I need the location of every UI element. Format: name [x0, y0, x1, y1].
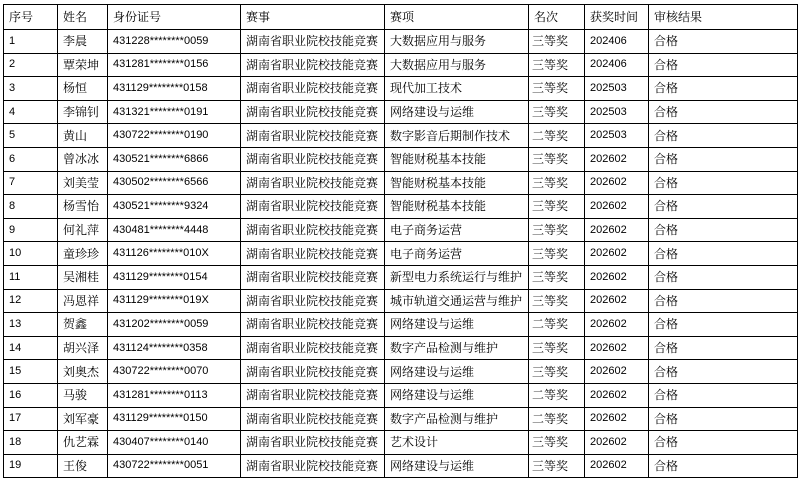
review-result-cell: 合格 [649, 30, 798, 54]
id-number-cell: 430722********0190 [108, 124, 241, 148]
award-time-cell: 202602 [585, 289, 649, 313]
review-result-cell: 合格 [649, 360, 798, 384]
rank-cell: 三等奖 [529, 431, 585, 455]
competition-cell: 湖南省职业院校技能竞赛 [241, 100, 385, 124]
table-row [4, 195, 798, 219]
review-result-cell: 合格 [649, 53, 798, 77]
name-cell: 刘美莹 [58, 171, 108, 195]
competition-cell: 湖南省职业院校技能竞赛 [241, 124, 385, 148]
competition-cell: 湖南省职业院校技能竞赛 [241, 383, 385, 407]
review-result-cell: 合格 [649, 100, 798, 124]
id-number-cell: 430407********0140 [108, 431, 241, 455]
table-row [4, 336, 798, 360]
index-cell: 9 [4, 218, 58, 242]
rank-cell: 三等奖 [529, 100, 585, 124]
header-row [4, 5, 798, 30]
award-time-cell: 202602 [585, 313, 649, 337]
index-cell: 5 [4, 124, 58, 148]
id-number-cell: 431202********0059 [108, 313, 241, 337]
event-cell: 网络建设与运维 [385, 454, 529, 478]
id-number-cell: 431281********0156 [108, 53, 241, 77]
competition-cell: 湖南省职业院校技能竞赛 [241, 77, 385, 101]
rank-cell: 三等奖 [529, 265, 585, 289]
id-number-cell: 431129********0150 [108, 407, 241, 431]
id-number-cell: 430502********6566 [108, 171, 241, 195]
competition-cell: 湖南省职业院校技能竞赛 [241, 195, 385, 219]
event-cell: 新型电力系统运行与维护 [385, 265, 529, 289]
id-number-cell: 431228********0059 [108, 30, 241, 54]
name-cell: 曾冰冰 [58, 147, 108, 171]
event-cell: 网络建设与运维 [385, 383, 529, 407]
index-cell: 13 [4, 313, 58, 337]
index-cell: 8 [4, 195, 58, 219]
index-cell: 17 [4, 407, 58, 431]
index-cell: 12 [4, 289, 58, 313]
event-cell: 网络建设与运维 [385, 360, 529, 384]
review-result-cell: 合格 [649, 218, 798, 242]
competition-cell: 湖南省职业院校技能竞赛 [241, 454, 385, 478]
competition-cell: 湖南省职业院校技能竞赛 [241, 265, 385, 289]
review-result-cell: 合格 [649, 195, 798, 219]
rank-cell: 三等奖 [529, 147, 585, 171]
rank-cell: 三等奖 [529, 218, 585, 242]
award-time-cell: 202503 [585, 77, 649, 101]
name-cell: 吴湘桂 [58, 265, 108, 289]
review-result-cell: 合格 [649, 265, 798, 289]
award-table [3, 4, 798, 478]
name-cell: 杨雪怡 [58, 195, 108, 219]
header-cell-name: 姓名 [58, 5, 108, 30]
rank-cell: 三等奖 [529, 53, 585, 77]
name-cell: 李晨 [58, 30, 108, 54]
award-time-cell: 202503 [585, 100, 649, 124]
rank-cell: 三等奖 [529, 336, 585, 360]
name-cell: 胡兴泽 [58, 336, 108, 360]
event-cell: 数字产品检测与维护 [385, 407, 529, 431]
review-result-cell: 合格 [649, 407, 798, 431]
review-result-cell: 合格 [649, 124, 798, 148]
table-row [4, 124, 798, 148]
name-cell: 马骏 [58, 383, 108, 407]
award-time-cell: 202602 [585, 383, 649, 407]
header-cell-award-time: 获奖时间 [585, 5, 649, 30]
name-cell: 王俊 [58, 454, 108, 478]
index-cell: 4 [4, 100, 58, 124]
table-body [4, 30, 798, 478]
rank-cell: 三等奖 [529, 289, 585, 313]
event-cell: 大数据应用与服务 [385, 53, 529, 77]
event-cell: 电子商务运营 [385, 242, 529, 266]
index-cell: 15 [4, 360, 58, 384]
id-number-cell: 431126********010X [108, 242, 241, 266]
award-time-cell: 202602 [585, 407, 649, 431]
rank-cell: 三等奖 [529, 171, 585, 195]
header-cell-index: 序号 [4, 5, 58, 30]
table-row [4, 53, 798, 77]
rank-cell: 三等奖 [529, 77, 585, 101]
award-time-cell: 202602 [585, 218, 649, 242]
review-result-cell: 合格 [649, 454, 798, 478]
rank-cell: 二等奖 [529, 383, 585, 407]
review-result-cell: 合格 [649, 77, 798, 101]
index-cell: 11 [4, 265, 58, 289]
award-time-cell: 202602 [585, 147, 649, 171]
competition-cell: 湖南省职业院校技能竞赛 [241, 30, 385, 54]
award-time-cell: 202602 [585, 336, 649, 360]
award-time-cell: 202602 [585, 171, 649, 195]
header-cell-review-result: 审核结果 [649, 5, 798, 30]
name-cell: 刘军豪 [58, 407, 108, 431]
rank-cell: 二等奖 [529, 313, 585, 337]
review-result-cell: 合格 [649, 242, 798, 266]
event-cell: 数字产品检测与维护 [385, 336, 529, 360]
event-cell: 电子商务运营 [385, 218, 529, 242]
rank-cell: 三等奖 [529, 242, 585, 266]
index-cell: 6 [4, 147, 58, 171]
table-row [4, 218, 798, 242]
id-number-cell: 431124********0358 [108, 336, 241, 360]
review-result-cell: 合格 [649, 313, 798, 337]
id-number-cell: 430521********9324 [108, 195, 241, 219]
id-number-cell: 431281********0113 [108, 383, 241, 407]
award-time-cell: 202602 [585, 242, 649, 266]
competition-cell: 湖南省职业院校技能竞赛 [241, 431, 385, 455]
competition-cell: 湖南省职业院校技能竞赛 [241, 313, 385, 337]
name-cell: 冯恩祥 [58, 289, 108, 313]
index-cell: 19 [4, 454, 58, 478]
id-number-cell: 431321********0191 [108, 100, 241, 124]
rank-cell: 三等奖 [529, 30, 585, 54]
event-cell: 城市轨道交通运营与维护 [385, 289, 529, 313]
table-row [4, 313, 798, 337]
table-row [4, 171, 798, 195]
table-row [4, 100, 798, 124]
name-cell: 杨恒 [58, 77, 108, 101]
table-row [4, 454, 798, 478]
table-row [4, 147, 798, 171]
rank-cell: 三等奖 [529, 360, 585, 384]
event-cell: 数字影音后期制作技术 [385, 124, 529, 148]
index-cell: 2 [4, 53, 58, 77]
table-row [4, 242, 798, 266]
competition-cell: 湖南省职业院校技能竞赛 [241, 147, 385, 171]
award-time-cell: 202602 [585, 360, 649, 384]
event-cell: 大数据应用与服务 [385, 30, 529, 54]
review-result-cell: 合格 [649, 336, 798, 360]
id-number-cell: 431129********0154 [108, 265, 241, 289]
index-cell: 3 [4, 77, 58, 101]
rank-cell: 二等奖 [529, 407, 585, 431]
index-cell: 10 [4, 242, 58, 266]
id-number-cell: 431129********0158 [108, 77, 241, 101]
name-cell: 黄山 [58, 124, 108, 148]
award-time-cell: 202602 [585, 431, 649, 455]
table-row [4, 360, 798, 384]
table-row [4, 77, 798, 101]
competition-cell: 湖南省职业院校技能竞赛 [241, 360, 385, 384]
award-time-cell: 202602 [585, 195, 649, 219]
table-row [4, 383, 798, 407]
rank-cell: 三等奖 [529, 454, 585, 478]
award-time-cell: 202406 [585, 30, 649, 54]
index-cell: 18 [4, 431, 58, 455]
competition-cell: 湖南省职业院校技能竞赛 [241, 218, 385, 242]
competition-cell: 湖南省职业院校技能竞赛 [241, 289, 385, 313]
award-time-cell: 202602 [585, 265, 649, 289]
review-result-cell: 合格 [649, 289, 798, 313]
name-cell: 何礼萍 [58, 218, 108, 242]
review-result-cell: 合格 [649, 431, 798, 455]
id-number-cell: 430722********0051 [108, 454, 241, 478]
review-result-cell: 合格 [649, 383, 798, 407]
header-cell-competition: 赛事 [241, 5, 385, 30]
event-cell: 智能财税基本技能 [385, 195, 529, 219]
name-cell: 童珍珍 [58, 242, 108, 266]
table-row [4, 407, 798, 431]
rank-cell: 三等奖 [529, 195, 585, 219]
award-review-sheet [3, 4, 797, 478]
table-row [4, 431, 798, 455]
event-cell: 现代加工技术 [385, 77, 529, 101]
name-cell: 覃荣坤 [58, 53, 108, 77]
table-row [4, 265, 798, 289]
name-cell: 贺鑫 [58, 313, 108, 337]
event-cell: 智能财税基本技能 [385, 147, 529, 171]
competition-cell: 湖南省职业院校技能竞赛 [241, 171, 385, 195]
award-time-cell: 202406 [585, 53, 649, 77]
competition-cell: 湖南省职业院校技能竞赛 [241, 242, 385, 266]
award-time-cell: 202503 [585, 124, 649, 148]
index-cell: 16 [4, 383, 58, 407]
id-number-cell: 430481********4448 [108, 218, 241, 242]
event-cell: 网络建设与运维 [385, 313, 529, 337]
table-row [4, 30, 798, 54]
index-cell: 1 [4, 30, 58, 54]
index-cell: 14 [4, 336, 58, 360]
competition-cell: 湖南省职业院校技能竞赛 [241, 53, 385, 77]
award-time-cell: 202602 [585, 454, 649, 478]
table-row [4, 289, 798, 313]
event-cell: 艺术设计 [385, 431, 529, 455]
rank-cell: 二等奖 [529, 124, 585, 148]
competition-cell: 湖南省职业院校技能竞赛 [241, 407, 385, 431]
event-cell: 网络建设与运维 [385, 100, 529, 124]
event-cell: 智能财税基本技能 [385, 171, 529, 195]
review-result-cell: 合格 [649, 171, 798, 195]
name-cell: 刘奥杰 [58, 360, 108, 384]
id-number-cell: 431129********019X [108, 289, 241, 313]
competition-cell: 湖南省职业院校技能竞赛 [241, 336, 385, 360]
id-number-cell: 430722********0070 [108, 360, 241, 384]
name-cell: 李锦钊 [58, 100, 108, 124]
name-cell: 仇艺霖 [58, 431, 108, 455]
index-cell: 7 [4, 171, 58, 195]
review-result-cell: 合格 [649, 147, 798, 171]
header-cell-id-number: 身份证号 [108, 5, 241, 30]
header-cell-rank: 名次 [529, 5, 585, 30]
id-number-cell: 430521********6866 [108, 147, 241, 171]
header-cell-event: 赛项 [385, 5, 529, 30]
